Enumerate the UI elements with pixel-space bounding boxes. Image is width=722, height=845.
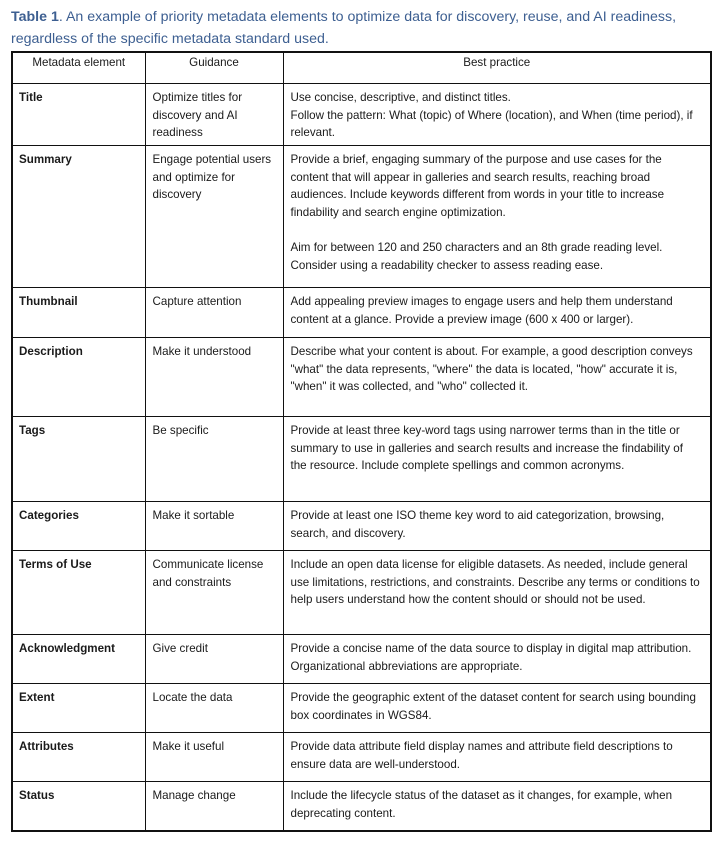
header-metadata-element: Metadata element bbox=[12, 52, 145, 84]
row-acknowledgment-element: Acknowledgment bbox=[12, 635, 145, 684]
metadata-table bbox=[11, 51, 712, 832]
table-row bbox=[12, 551, 711, 635]
row-acknowledgment-guidance: Give credit bbox=[145, 635, 283, 684]
row-extent-element: Extent bbox=[12, 684, 145, 733]
row-extent-guidance: Locate the data bbox=[145, 684, 283, 733]
row-extent-practice: Provide the geographic extent of the dataset content for search using bounding box coordinates in WGS84. bbox=[283, 684, 711, 733]
table-caption bbox=[11, 6, 716, 50]
row-categories-guidance: Make it sortable bbox=[145, 502, 283, 551]
practice-line: Follow the pattern: What (topic) of Where (location), and When (time period), if relevant. bbox=[290, 108, 693, 140]
row-thumbnail-guidance: Capture attention bbox=[145, 288, 283, 338]
row-thumbnail-practice: Add appealing preview images to engage users and help them understand content at a glance. Provide a preview image (600 x 400 or larger). bbox=[283, 288, 711, 338]
table-row bbox=[12, 84, 711, 146]
row-attributes-element: Attributes bbox=[12, 733, 145, 782]
table-row bbox=[12, 635, 711, 684]
practice-line: Use concise, descriptive, and distinct titles. bbox=[290, 91, 511, 104]
paragraph-gap bbox=[291, 221, 703, 239]
table-row bbox=[12, 338, 711, 417]
table-row bbox=[12, 733, 711, 782]
header-guidance: Guidance bbox=[145, 52, 283, 84]
table-row bbox=[12, 782, 711, 831]
row-tags-element: Tags bbox=[12, 417, 145, 502]
table-row bbox=[12, 417, 711, 502]
row-tags-guidance: Be specific bbox=[145, 417, 283, 502]
row-terms-element: Terms of Use bbox=[12, 551, 145, 635]
table-header-row bbox=[12, 52, 711, 84]
row-summary-guidance: Engage potential users and optimize for discovery bbox=[145, 146, 283, 288]
practice-line: Provide a brief, engaging summary of the purpose and use cases for the content that will appear in galleries and search results, reaching broad audiences. Include keywords different from words in your title to increase findability and search engine optimization. bbox=[290, 153, 665, 219]
row-thumbnail-element: Thumbnail bbox=[12, 288, 145, 338]
row-attributes-guidance: Make it useful bbox=[145, 733, 283, 782]
row-description-practice: Describe what your content is about. For example, a good description conveys "what" the data represents, "where" the data is located, "how" accurate it is, "when" it was collected, and "who" collected it. bbox=[283, 338, 711, 417]
row-status-practice: Include the lifecycle status of the dataset as it changes, for example, when deprecating content. bbox=[283, 782, 711, 831]
row-tags-practice: Provide at least three key-word tags using narrower terms than in the title or summary to use in galleries and search results and increase the findability of the resource. Include complete spellings and common acronyms. bbox=[283, 417, 711, 502]
row-terms-guidance: Communicate license and constraints bbox=[145, 551, 283, 635]
row-title-guidance: Optimize titles for discovery and AI readiness bbox=[145, 84, 283, 146]
row-categories-element: Categories bbox=[12, 502, 145, 551]
row-summary-practice bbox=[283, 146, 711, 288]
row-attributes-practice: Provide data attribute field display names and attribute field descriptions to ensure data are well-understood. bbox=[283, 733, 711, 782]
row-title-practice bbox=[283, 84, 711, 146]
row-summary-element: Summary bbox=[12, 146, 145, 288]
row-acknowledgment-practice: Provide a concise name of the data source to display in digital map attribution. Organizational abbreviations are appropriate. bbox=[283, 635, 711, 684]
row-description-guidance: Make it understood bbox=[145, 338, 283, 417]
table-row bbox=[12, 146, 711, 288]
row-title-element: Title bbox=[12, 84, 145, 146]
row-status-element: Status bbox=[12, 782, 145, 831]
caption-text: . An example of priority metadata elements to optimize data for discovery, reuse, and AI readiness, regardless of the specific metadata standard used. bbox=[11, 9, 677, 47]
practice-line: Aim for between 120 and 250 characters and an 8th grade reading level. Consider using a readability checker to assess reading ease. bbox=[290, 240, 663, 272]
header-best-practice: Best practice bbox=[283, 52, 711, 84]
row-description-element: Description bbox=[12, 338, 145, 417]
table-row bbox=[12, 684, 711, 733]
row-status-guidance: Manage change bbox=[145, 782, 283, 831]
row-categories-practice: Provide at least one ISO theme key word to aid categorization, browsing, search, and discovery. bbox=[283, 502, 711, 551]
table-row bbox=[12, 288, 711, 338]
table-row bbox=[12, 502, 711, 551]
row-terms-practice: Include an open data license for eligible datasets. As needed, include general use limitations, restrictions, and constraints. Describe any terms or conditions to help users understand how the content should or should not be used. bbox=[283, 551, 711, 635]
caption-label: Table 1 bbox=[11, 9, 59, 25]
